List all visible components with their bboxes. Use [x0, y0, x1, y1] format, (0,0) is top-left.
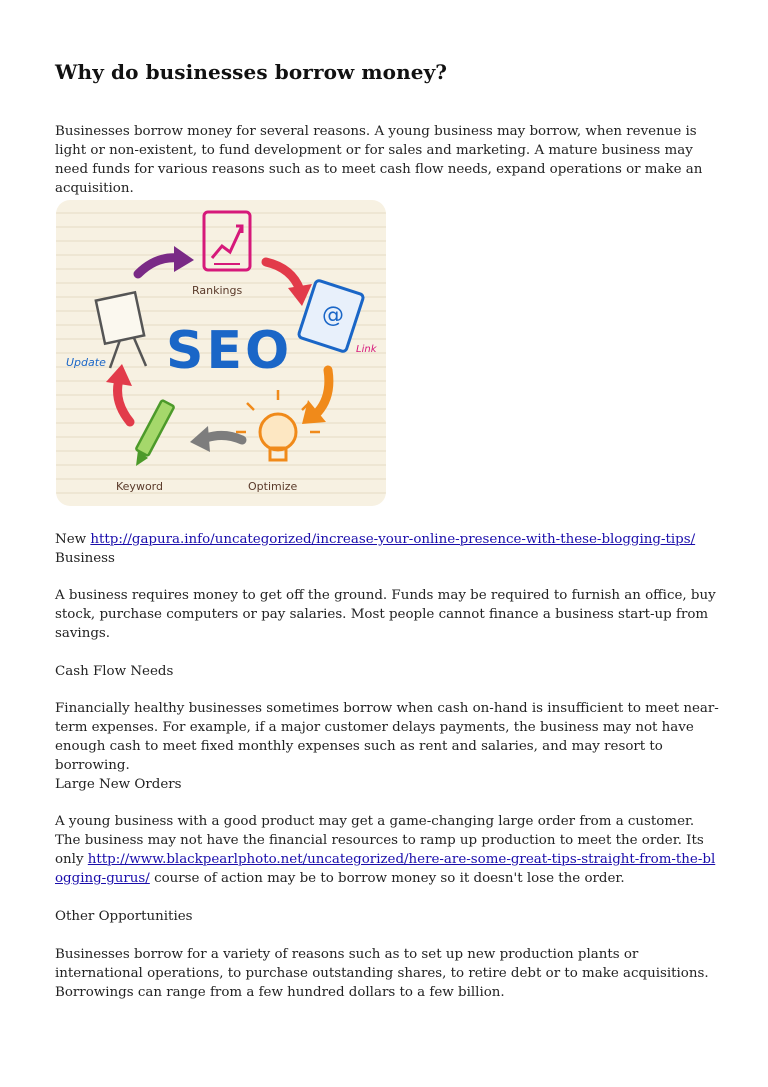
- seo-illustration-graphic: [56, 200, 386, 506]
- seo-center-text: SEO: [166, 321, 293, 381]
- gapura-link[interactable]: http://gapura.info/uncategorized/increase-your-online-presence-with-these-blogging-tips/: [90, 532, 696, 547]
- large-orders-heading: Large New Orders: [55, 777, 182, 792]
- startup-paragraph: A business requires money to get off the ground. Funds may be required to furnish an office, buy stock, purchase computers or pay salaries. Most people cannot finance a business start-up from savings.: [55, 588, 716, 641]
- keyword-label: Keyword: [116, 480, 163, 493]
- update-label: Update: [66, 356, 106, 369]
- rankings-label: Rankings: [192, 284, 243, 297]
- other-opportunities-heading: Other Opportunities: [55, 909, 193, 924]
- large-orders-paragraph: [55, 812, 720, 888]
- optimize-label: Optimize: [248, 480, 298, 493]
- new-business-paragraph: [55, 530, 720, 568]
- cash-flow-paragraph: Financially healthy businesses sometimes borrow when cash on-hand is insufficient to meet near-term expenses. For example, if a major customer delays payments, the business may not have enough cash to meet fixed monthly expenses such as rent and salaries, and may resort to borrowing.: [55, 701, 719, 773]
- cash-flow-heading: Cash Flow Needs: [55, 664, 174, 679]
- page-title: Why do businesses borrow money?: [55, 60, 448, 84]
- business-word: Business: [55, 551, 115, 566]
- other-opportunities-paragraph: Businesses borrow for a variety of reasons such as to set up new production plants or international operations, to purchase outstanding shares, to retire debt or to make acquisitions. Borrowings can range from a few hundred dollars to a few billion.: [55, 947, 709, 1000]
- blackpearl-link[interactable]: http://www.blackpearlphoto.net/uncategorized/here-are-some-great-tips-straight-from-the-blogging-gurus/: [55, 852, 716, 886]
- intro-paragraph: Businesses borrow money for several reasons. A young business may borrow, when revenue is light or non-existent, to fund development or for sales and marketing. A mature business may need funds for various reasons such as to meet cash flow needs, expand operations or make an acquisition.: [55, 124, 703, 196]
- seo-illustration: [56, 200, 386, 506]
- large-orders-text-before: A young business with a good product may get a game-changing large order from a customer. The business may not have the financial resources to ramp up production to meet the order. Its only: [55, 814, 704, 867]
- link-label: Link: [356, 344, 377, 355]
- large-orders-text-after: course of action may be to borrow money so it doesn't lose the order.: [149, 871, 625, 886]
- new-prefix: New: [55, 532, 91, 547]
- at-sign-icon: @: [322, 303, 344, 328]
